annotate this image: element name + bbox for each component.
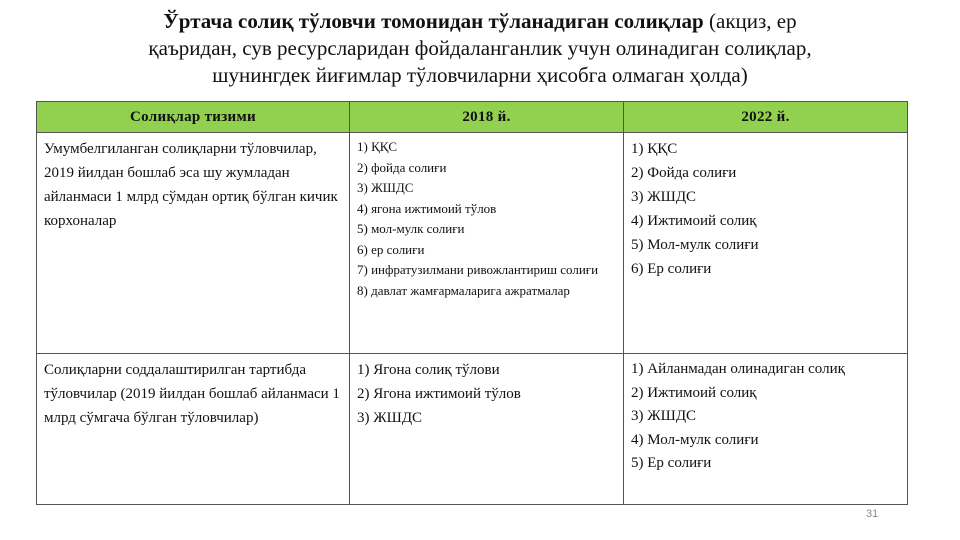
slide-title-line1-rest: (акциз, ер bbox=[703, 9, 797, 33]
list-item: 2) Фойда солиғи bbox=[631, 165, 737, 181]
row2-description-cell bbox=[37, 354, 350, 505]
list-item: 3) ЖШДС bbox=[357, 410, 423, 426]
row2-2022-cell bbox=[624, 354, 908, 505]
page-number: 31 bbox=[866, 508, 879, 520]
list-item: 8) давлат жамғармаларига ажратмалар bbox=[357, 282, 570, 298]
list-item: 1) ҚҚС bbox=[357, 139, 398, 154]
list-item: 3) ЖШДС bbox=[631, 189, 697, 205]
list-item: 5) Мол-мулк солиғи bbox=[631, 237, 759, 253]
list-item: 4) Мол-мулк солиғи bbox=[631, 431, 759, 448]
row2-description: Солиқларни соддалаштирилган тартибда тўловчилар (2019 йилдан бошлаб айланмаси 1 млрд сўмгача бўлган тўловчилар) bbox=[44, 362, 340, 426]
list-item: 4) ягона ижтимоий тўлов bbox=[357, 200, 497, 216]
row1-2018-cell bbox=[350, 133, 624, 354]
table-row bbox=[37, 354, 908, 505]
slide-title-line2: қаъридан, сув ресурсларидан фойдаланганлик учун олинадиган солиқлар, bbox=[148, 36, 812, 60]
list-item: 1) Айланмадан олинадиган солиқ bbox=[631, 361, 845, 377]
list-item: 5) Ер солиғи bbox=[631, 455, 712, 471]
row1-description: Умумбелгиланган солиқларни тўловчилар, 2019 йилдан бошлаб эса шу жумладан айланмаси 1 млрд сўмдан ортиқ бўлган кичик корхоналар bbox=[44, 141, 338, 229]
list-item: 2) Ижтимоий солиқ bbox=[631, 384, 757, 401]
table-row bbox=[37, 133, 908, 354]
list-item: 6) ер солиғи bbox=[357, 241, 425, 257]
list-item: 4) Ижтимоий солиқ bbox=[631, 213, 757, 229]
row1-2022-list bbox=[625, 134, 906, 283]
row2-2018-cell bbox=[350, 354, 624, 505]
row2-2022-list bbox=[625, 355, 906, 478]
list-item: 7) инфратузилмани ривожлантириш солиғи bbox=[357, 262, 599, 277]
list-item: 2) Ягона ижтимоий тўлов bbox=[357, 386, 521, 402]
table-header-row bbox=[37, 102, 908, 133]
row1-description-cell bbox=[37, 133, 350, 354]
list-item: 5) мол-мулк солиғи bbox=[357, 221, 465, 236]
row2-2018-list bbox=[351, 355, 622, 432]
list-item: 3) ЖШДС bbox=[357, 180, 414, 195]
slide-title bbox=[40, 8, 920, 89]
header-2022: 2022 й. bbox=[624, 102, 908, 133]
row1-2018-list bbox=[351, 134, 622, 303]
list-item: 3) ЖШДС bbox=[631, 408, 697, 424]
header-2018: 2018 й. bbox=[350, 102, 624, 133]
list-item: 1) ҚҚС bbox=[631, 141, 678, 157]
list-item: 2) фойда солиғи bbox=[357, 159, 447, 175]
list-item: 1) Ягона солиқ тўлови bbox=[357, 362, 500, 378]
slide-title-bold: Ўртача солиқ тўловчи томонидан тўланадиган солиқлар bbox=[163, 9, 704, 33]
tax-system-table bbox=[36, 101, 908, 505]
row1-2022-cell bbox=[624, 133, 908, 354]
header-tax-system: Солиқлар тизими bbox=[37, 102, 350, 133]
list-item: 6) Ер солиғи bbox=[631, 261, 712, 277]
slide-title-line3: шунингдек йиғимлар тўловчиларни ҳисобга олмаган ҳолда) bbox=[212, 63, 748, 87]
